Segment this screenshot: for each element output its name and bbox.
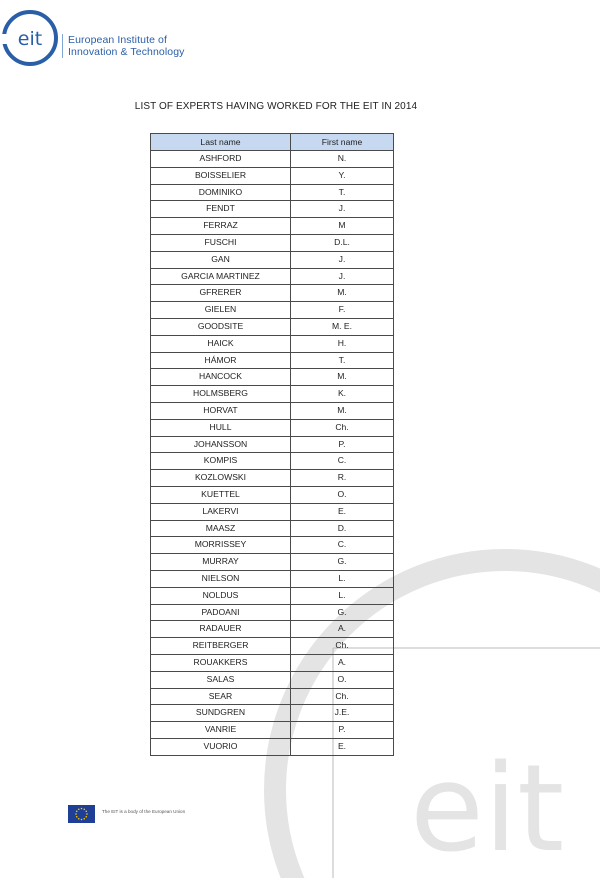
table-row: [151, 419, 394, 436]
cell-last-name: DOMINIKO: [151, 184, 291, 201]
cell-first-name: Ch.: [291, 688, 394, 705]
eu-star-icon: [78, 818, 80, 820]
cell-first-name: N.: [291, 151, 394, 168]
cell-last-name: MAASZ: [151, 520, 291, 537]
cell-first-name: M. E.: [291, 318, 394, 335]
table-row: [151, 738, 394, 755]
cell-first-name: Ch.: [291, 419, 394, 436]
table-row: [151, 470, 394, 487]
eu-flag-icon: [68, 805, 95, 823]
eu-star-icon: [78, 808, 80, 810]
cell-last-name: GARCIA MARTINEZ: [151, 268, 291, 285]
cell-first-name: G.: [291, 554, 394, 571]
cell-last-name: RADAUER: [151, 621, 291, 638]
table-row: [151, 688, 394, 705]
table-row: [151, 537, 394, 554]
table-row: [151, 705, 394, 722]
organization-name: [68, 34, 185, 58]
cell-last-name: KOZLOWSKI: [151, 470, 291, 487]
cell-last-name: HÁMOR: [151, 352, 291, 369]
cell-last-name: HANCOCK: [151, 369, 291, 386]
cell-first-name: J.: [291, 201, 394, 218]
cell-first-name: P.: [291, 722, 394, 739]
cell-first-name: T.: [291, 352, 394, 369]
cell-last-name: SEAR: [151, 688, 291, 705]
eu-star-icon: [85, 810, 87, 812]
cell-last-name: GIELEN: [151, 302, 291, 319]
cell-last-name: SALAS: [151, 671, 291, 688]
cell-first-name: C.: [291, 537, 394, 554]
eu-star-icon: [83, 818, 85, 820]
cell-last-name: MURRAY: [151, 554, 291, 571]
logo-mark-text: eit: [17, 28, 43, 50]
table-row: [151, 218, 394, 235]
cell-first-name: R.: [291, 470, 394, 487]
table-row: [151, 268, 394, 285]
table-row: [151, 167, 394, 184]
cell-first-name: G.: [291, 604, 394, 621]
eu-star-icon: [76, 816, 78, 818]
cell-first-name: D.: [291, 520, 394, 537]
table-row: [151, 587, 394, 604]
table-row: [151, 302, 394, 319]
cell-first-name: A.: [291, 621, 394, 638]
cell-first-name: J.: [291, 251, 394, 268]
cell-last-name: FERRAZ: [151, 218, 291, 235]
table-row: [151, 318, 394, 335]
table-row: [151, 654, 394, 671]
cell-last-name: GFRERER: [151, 285, 291, 302]
eu-star-icon: [85, 816, 87, 818]
organization-name-line1: European Institute of: [68, 34, 167, 46]
cell-first-name: Ch.: [291, 638, 394, 655]
footer-text: The EIT is a body of the European Union: [102, 809, 186, 814]
cell-last-name: BOISSELIER: [151, 167, 291, 184]
cell-first-name: M: [291, 218, 394, 235]
organization-name-line2: Innovation & Technology: [68, 46, 185, 58]
cell-first-name: M.: [291, 369, 394, 386]
cell-last-name: NIELSON: [151, 570, 291, 587]
cell-last-name: JOHANSSON: [151, 436, 291, 453]
eu-star-icon: [86, 813, 88, 815]
cell-first-name: J.: [291, 268, 394, 285]
table-row: [151, 369, 394, 386]
table-row: [151, 722, 394, 739]
cell-last-name: MORRISSEY: [151, 537, 291, 554]
table-row: [151, 486, 394, 503]
cell-first-name: L.: [291, 587, 394, 604]
table-row: [151, 520, 394, 537]
cell-last-name: HULL: [151, 419, 291, 436]
table-row: [151, 234, 394, 251]
eu-star-icon: [81, 819, 83, 821]
watermark-text: eit: [410, 740, 565, 878]
table-row: [151, 503, 394, 520]
cell-last-name: GOODSITE: [151, 318, 291, 335]
eu-star-icon: [83, 808, 85, 810]
cell-last-name: LAKERVI: [151, 503, 291, 520]
cell-last-name: VUORIO: [151, 738, 291, 755]
cell-first-name: T.: [291, 184, 394, 201]
table-row: [151, 285, 394, 302]
cell-last-name: KOMPIS: [151, 453, 291, 470]
cell-first-name: M.: [291, 285, 394, 302]
column-header-last-name: Last name: [151, 134, 291, 151]
cell-first-name: E.: [291, 503, 394, 520]
table-row: [151, 554, 394, 571]
cell-last-name: PADOANI: [151, 604, 291, 621]
cell-first-name: A.: [291, 654, 394, 671]
table-row: [151, 335, 394, 352]
eu-star-icon: [75, 813, 77, 815]
table-row: [151, 638, 394, 655]
cell-last-name: VANRIE: [151, 722, 291, 739]
cell-last-name: HAICK: [151, 335, 291, 352]
cell-last-name: HOLMSBERG: [151, 386, 291, 403]
cell-first-name: O.: [291, 486, 394, 503]
cell-last-name: GAN: [151, 251, 291, 268]
table-row: [151, 436, 394, 453]
eit-logo: [0, 8, 240, 72]
experts-table-body: [151, 151, 394, 756]
table-row: [151, 402, 394, 419]
cell-last-name: REITBERGER: [151, 638, 291, 655]
column-header-first-name: First name: [291, 134, 394, 151]
document-title: LIST OF EXPERTS HAVING WORKED FOR THE EIT IN 2014: [134, 101, 418, 112]
table-row: [151, 184, 394, 201]
cell-first-name: D.L.: [291, 234, 394, 251]
table-row: [151, 251, 394, 268]
eu-star-icon: [76, 810, 78, 812]
table-row: [151, 570, 394, 587]
cell-first-name: O.: [291, 671, 394, 688]
cell-last-name: FENDT: [151, 201, 291, 218]
cell-last-name: ROUAKKERS: [151, 654, 291, 671]
cell-first-name: P.: [291, 436, 394, 453]
logo-separator: [62, 34, 63, 58]
cell-last-name: KUETTEL: [151, 486, 291, 503]
eu-star-icon: [81, 808, 83, 810]
table-row: [151, 352, 394, 369]
eit-logo-mark: [0, 8, 62, 72]
table-row: [151, 151, 394, 168]
cell-last-name: SUNDGREN: [151, 705, 291, 722]
table-row: [151, 386, 394, 403]
cell-first-name: Y.: [291, 167, 394, 184]
cell-last-name: ASHFORD: [151, 151, 291, 168]
cell-first-name: M.: [291, 402, 394, 419]
table-row: [151, 604, 394, 621]
table-row: [151, 671, 394, 688]
table-row: [151, 621, 394, 638]
cell-first-name: C.: [291, 453, 394, 470]
cell-last-name: HORVAT: [151, 402, 291, 419]
experts-table: [150, 133, 394, 756]
cell-first-name: J.E.: [291, 705, 394, 722]
cell-last-name: FUSCHI: [151, 234, 291, 251]
cell-last-name: NOLDUS: [151, 587, 291, 604]
table-row: [151, 453, 394, 470]
table-header-row: [151, 134, 394, 151]
cell-first-name: K.: [291, 386, 394, 403]
cell-first-name: F.: [291, 302, 394, 319]
cell-first-name: H.: [291, 335, 394, 352]
cell-first-name: L.: [291, 570, 394, 587]
table-row: [151, 201, 394, 218]
cell-first-name: E.: [291, 738, 394, 755]
